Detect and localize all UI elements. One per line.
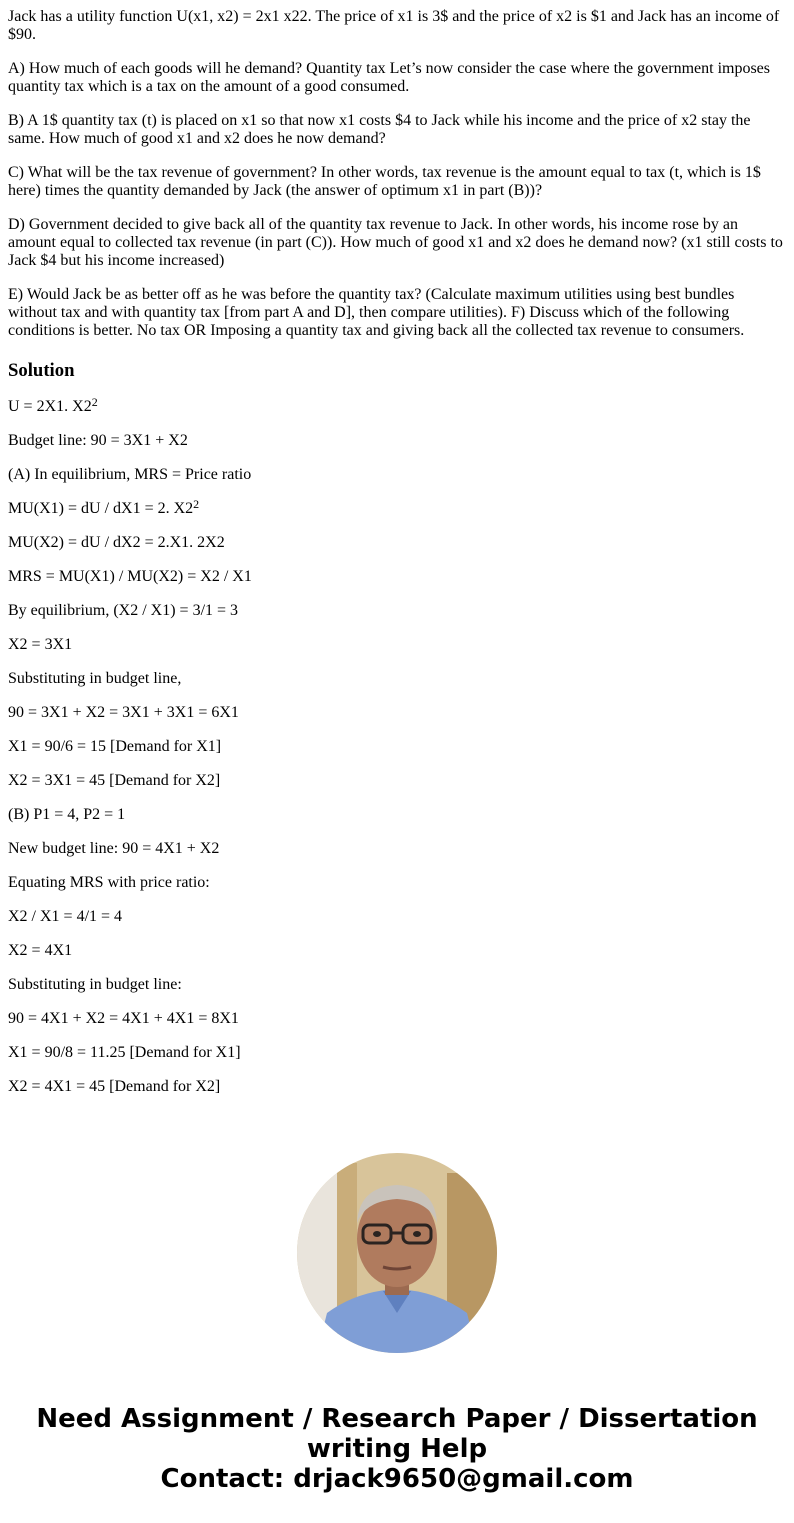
document-body [8,8,786,1112]
question-part-a: A) How much of each goods will he demand? Quantity tax Let’s now consider the case where the government imposes quantity tax which is a tax on the amount of a good consumed. [8,60,771,95]
part-a-heading: (A) In equilibrium, MRS = Price ratio [8,466,252,483]
promo-banner [0,1404,794,1494]
utility-exponent: 2 [91,395,98,409]
question-intro: Jack has a utility function U(x1, x2) = 2x1 x22. The price of x1 is 3$ and the price of x2 is $1 and Jack has an income of $90. [8,8,780,43]
mu-x1 [8,497,786,518]
x2-equals-4x1: X2 = 4X1 [8,942,73,959]
question-part-b: B) A 1$ quantity tax (t) is placed on x1 so that now x1 costs $4 to Jack while his income and the price of x2 stay the same. How much of good x1 and x2 does he now demand? [8,112,751,147]
utility-base: U = 2X1. X2 [8,398,92,415]
demand-x2-b: X2 = 4X1 = 45 [Demand for X2] [8,1078,221,1095]
mu-x1-base: MU(X1) = dU / dX1 = 2. X2 [8,500,194,517]
equilibrium: By equilibrium, (X2 / X1) = 3/1 = 3 [8,602,239,619]
promo-line-1: Need Assignment / Research Paper / Dissertation [36,1404,758,1434]
equating-mrs: Equating MRS with price ratio: [8,874,210,891]
substituting-2: Substituting in budget line: [8,976,182,993]
new-budget-line: New budget line: 90 = 4X1 + X2 [8,840,220,857]
utility-function [8,395,786,416]
mu-x1-exponent: 2 [193,497,200,511]
budget-substitution-2: 90 = 4X1 + X2 = 4X1 + 4X1 = 8X1 [8,1010,239,1027]
question-part-e: E) Would Jack be as better off as he was before the quantity tax? (Calculate maximum utilities using best bundles without tax and with quantity tax [from part A and D], then compare utilities). F) Discuss which of the following conditions is better. No tax OR Imposing a quantity tax and giving back all the collected tax revenue to consumers. [8,286,745,339]
x2-equals-3x1: X2 = 3X1 [8,636,73,653]
part-b-heading: (B) P1 = 4, P2 = 1 [8,806,126,823]
mrs: MRS = MU(X1) / MU(X2) = X2 / X1 [8,568,252,585]
budget-substitution-1: 90 = 3X1 + X2 = 3X1 + 3X1 = 6X1 [8,704,239,721]
author-avatar [297,1153,497,1353]
question-part-d: D) Government decided to give back all of the quantity tax revenue to Jack. In other words, his income rose by an amount equal to collected tax revenue (in part (C)). How much of good x1 and x2 does he demand now? (x1 still costs to Jack $4 but his income increased) [8,216,783,269]
mu-x2: MU(X2) = dU / dX2 = 2.X1. 2X2 [8,534,225,551]
promo-contact: Contact: drjack9650@gmail.com [160,1464,634,1494]
demand-x1-a: X1 = 90/6 = 15 [Demand for X1] [8,738,222,755]
solution-heading: Solution [8,360,75,381]
demand-x2-a: X2 = 3X1 = 45 [Demand for X2] [8,772,221,789]
ratio-b: X2 / X1 = 4/1 = 4 [8,908,123,925]
demand-x1-b: X1 = 90/8 = 11.25 [Demand for X1] [8,1044,241,1061]
substituting-1: Substituting in budget line, [8,670,182,687]
budget-line: Budget line: 90 = 3X1 + X2 [8,432,188,449]
promo-line-2: writing Help [306,1434,488,1464]
author-portrait-icon [297,1153,497,1353]
question-part-c: C) What will be the tax revenue of government? In other words, tax revenue is the amount equal to tax (t, which is 1$ here) times the quantity demanded by Jack (the answer of optimum x1 in part (B))? [8,164,761,199]
